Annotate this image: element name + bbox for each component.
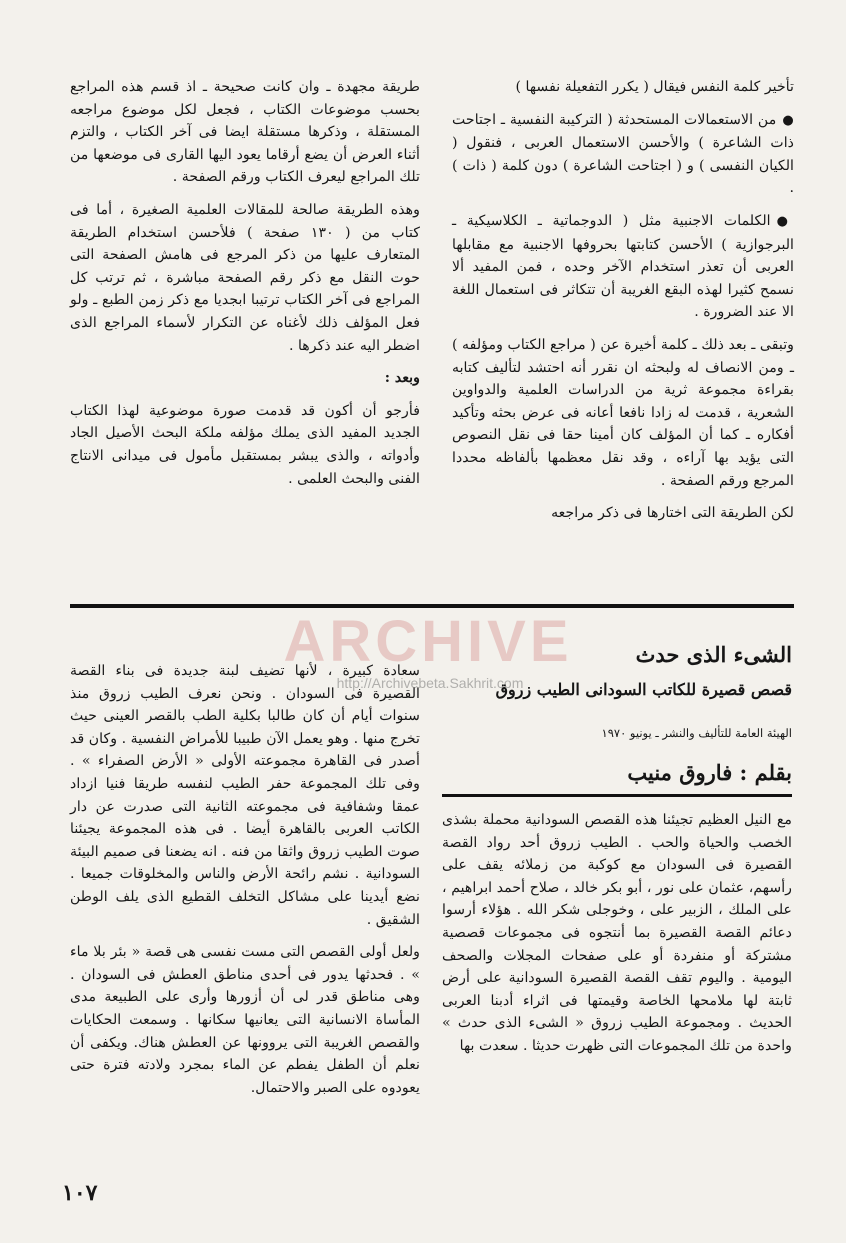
bottom-right-column xyxy=(442,640,792,1068)
paragraph: طريقة مجهدة ـ وان كانت صحيحة ـ اذ قسم هذه المراجع بحسب موضوعات الكتاب ، فجعل لكل موضوع مراجعه المستقلة ، وذكرها مستقلة ايضا فى آخر الكتاب ، والتزم أثناء العرض أن يضع أرقاما يعود اليها القارى فى موضعها من تلك المراجع ليعرف الكتاب ورقم الصفحة . xyxy=(70,79,420,186)
paragraph: مع النيل العظيم تجيئنا هذه القصص السودانية محملة بشذى الخصب والحياة والحب . الطيب زروق أحد رواد القصة القصيرة فى السودان مع كوكبة من زملائه يقف على رأسهم، عثمان على نور ، أبو بكر خالد ، صلاح أحمد ابراهيم ، على الملك ، الزبير على ، وخوجلى شكر الله . هؤلاء أرسوا دعائم القصة القصيرة بما أنتجوه فى مجموعات قصصية مشتركة أو منفردة أو على صفحات المجلات والصحف اليومية . واليوم تقف القصة القصيرة السودانية على أرض ثابتة لها ملامحها الخاصة وقيمتها فى اثراء أدبنا العربى الحديث . ومجموعة الطيب زروق « الشىء الذى حدث » واحدة من تلك المجموعات التى ظهرت حديثا . سعدت بها xyxy=(442,812,792,1054)
page-number: ١٠٧ xyxy=(62,1180,98,1206)
paragraph: وتبقى ـ بعد ذلك ـ كلمة أخيرة عن ( مراجع الكتاب ومؤلفه ) ـ ومن الانصاف له ولبحثه ان نقرر أنه احتشد لتأليف كتابه بقراءة مجموعة ثرية من الدراسات العلمية والدواوين الشعرية ، قدمت له زادا نافعا أعانه فى عرض بحثه وتأكيد أفكاره ـ كما أن المؤلف كان أمينا حقا فى نقل النصوص التى يؤيد بها آراءه ، وقد نقل معظمها بألفاظه محددا المرجع ورقم الصفحة . xyxy=(452,336,794,489)
watermark-url: http://Archivebeta.Sakhrit.com xyxy=(336,675,524,691)
archive-watermark: ARCHIVE xyxy=(283,609,573,674)
book-subtitle: قصص قصيرة للكاتب السودانى الطيب زروق xyxy=(495,680,792,699)
bottom-left-column xyxy=(70,660,420,1109)
book-title: الشىء الذى حدث xyxy=(635,642,792,667)
bullet-paragraph: ● من الاستعمالات المستحدثة ( التركيبة النفسية ـ اجتاحت ذات الشاعرة ) والأحسن الاستعمال العربى ، فنقول ( الكيان النفسى ) و ( اجتاحت الشاعرة ) دون كلمة ( ذات ) . xyxy=(452,109,794,200)
section-heading: وبعد : xyxy=(384,370,420,387)
author-byline: بقلم : فاروق منيب xyxy=(442,758,792,797)
bullet-paragraph: ● الكلمات الاجنبية مثل ( الدوجماتية ـ الكلاسيكية ـ البرجوازية ) الأحسن كتابتها بحروفها الاجنبية مع مقابلها العربى أن تعذر استخدام الآخر وحده ، فمن المفيد ألا نسمح كثيرا لهذه البقع الغريبة أن تتكاثر فى استعمال اللغة الا عند الضرورة . xyxy=(452,210,794,324)
top-right-column xyxy=(452,76,794,535)
paragraph: فأرجو أن أكون قد قدمت صورة موضوعية لهذا الكتاب الجديد المفيد الذى يملك مؤلفه ملكة البحث الأصيل الجاد وأدواته ، والذى يبشر بمستقبل مأمول فى ميدانى الانتاج الفنى والبحث العلمى . xyxy=(70,402,420,487)
paragraph: لكن الطريقة التى اختارها فى ذكر مراجعه xyxy=(551,505,794,522)
paragraph: وهذه الطريقة صالحة للمقالات العلمية الصغيرة ، أما فى كتاب من ( ١٣٠ صفحة ) فلأحسن استخدام الطريقة المتعارف عليها من ذكر المرجع فى هامش الصفحة التى حوت النقل مع ذكر رقم الصفحة مباشرة ، ثم ترتب كل المراجع فى آخر الكتاب ترتيبا ابجديا مع ذكر زمن الطبع ـ ولو فعل المؤلف ذلك لأغناه عن التكرار لأسماء المراجع الذى اضطر اليه عند ذكرها . xyxy=(70,201,421,354)
publisher-line: الهيئة العامة للتأليف والنشر ـ يونيو ١٩٧٠ xyxy=(601,726,792,740)
paragraph: تأخير كلمة النفس فيقال ( يكرر التفعيلة نفسها ) xyxy=(515,79,794,95)
paragraph: ولعل أولى القصص التى مست نفسى هى قصة « بئر بلا ماء » . فحدثها يدور فى أحدى مناطق العطش فى السودان . وهى مناطق قدر لى أن أزورها وأرى على الطبيعة مدى المأساة الانسانية التى يعانيها سكانها . وسمعت الحكايات والقصص الغريبة التى يروونها عن العطش هناك. ويكفى أن نعلم أن الطفل يفطم عن الماء بمجرد ولادته فترة حتى يعودوه على الصبر والاحتمال. xyxy=(70,944,420,1096)
paragraph: سعادة كبيرة ، لأنها تضيف لبنة جديدة فى بناء القصة القصيرة فى السودان . ونحن نعرف الطيب زروق منذ سنوات أيام أن كان طالبا بكلية الطب بالقصر العينى حيث تخرج منها . وهو يعمل الآن طبيبا للأمراض النفسية . وكان قد أصدر فى القاهرة مجموعته الأولى « الأرض الصفراء » . وفى تلك المجموعة حفر الطيب لنفسه طريقا فنيا ازداد عمقا وشفافية فى مجموعته الثانية التى صدرت عن دار الكاتب العربى بالقاهرة أيضا . فى هذه المجموعة يجيئنا صوت الطيب زروق واثقا من فنه . انه يضعنا فى صميم البيئة السودانية . نشم رائحة الأرض والناس والمخلوقات جميعا . نضع أيدينا على مشاكل التخلف القطيع الذى يلف الوطن الشقيق . xyxy=(70,663,420,928)
top-left-column xyxy=(70,76,420,500)
